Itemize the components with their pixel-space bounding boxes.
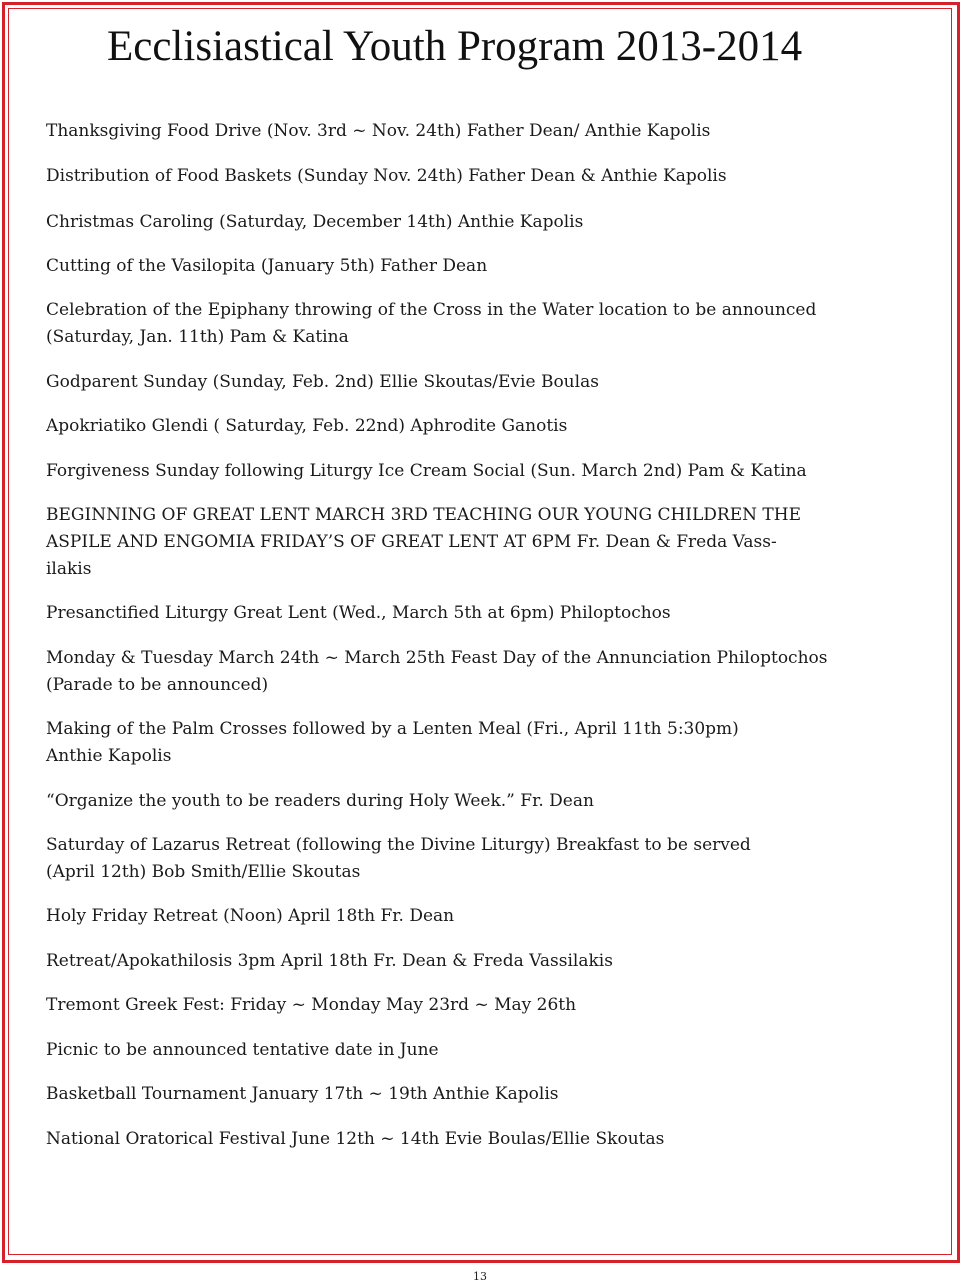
program-line: Saturday of Lazarus Retreat (following the Divine Liturgy) Breakfast to be served <box>46 835 751 855</box>
program-line: (Parade to be announced) <box>46 675 269 695</box>
program-line: Monday & Tuesday March 24th ~ March 25th Feast Day of the Annunciation Philoptochos <box>46 648 828 668</box>
program-line: BEGINNING OF GREAT LENT MARCH 3RD TEACHING OUR YOUNG CHILDREN THE <box>46 505 801 525</box>
program-line: Retreat/Apokathilosis 3pm April 18th Fr. Dean & Freda Vassilakis <box>46 951 613 971</box>
program-line: ilakis <box>46 559 92 579</box>
program-line: Anthie Kapolis <box>46 746 172 766</box>
page-title: Ecclisiastical Youth Program 2013-2014 <box>107 23 803 70</box>
program-line: Making of the Palm Crosses followed by a Lenten Meal (Fri., April 11th 5:30pm) <box>46 719 739 739</box>
program-line: Presanctified Liturgy Great Lent (Wed., March 5th at 6pm) Philoptochos <box>46 603 671 623</box>
program-line: Christmas Caroling (Saturday, December 14th) Anthie Kapolis <box>46 212 584 232</box>
program-line: Apokriatiko Glendi ( Saturday, Feb. 22nd) Aphrodite Ganotis <box>46 416 568 436</box>
program-line: ASPILE AND ENGOMIA FRIDAY’S OF GREAT LENT AT 6PM Fr. Dean & Freda Vass- <box>46 532 777 552</box>
program-line: Picnic to be announced tentative date in June <box>46 1040 439 1060</box>
program-line: Forgiveness Sunday following Liturgy Ice Cream Social (Sun. March 2nd) Pam & Katina <box>46 461 807 481</box>
page-number: 13 <box>473 1270 487 1283</box>
program-line: (April 12th) Bob Smith/Ellie Skoutas <box>46 862 361 882</box>
program-line: Thanksgiving Food Drive (Nov. 3rd ~ Nov. 24th) Father Dean/ Anthie Kapolis <box>46 121 711 141</box>
program-line: Tremont Greek Fest: Friday ~ Monday May 23rd ~ May 26th <box>46 995 577 1015</box>
program-line: “Organize the youth to be readers during Holy Week.” Fr. Dean <box>46 791 594 811</box>
program-line: Holy Friday Retreat (Noon) April 18th Fr. Dean <box>46 906 455 926</box>
program-line: Basketball Tournament January 17th ~ 19th Anthie Kapolis <box>46 1084 559 1104</box>
program-line: National Oratorical Festival June 12th ~ 14th Evie Boulas/Ellie Skoutas <box>46 1129 665 1149</box>
program-line: Celebration of the Epiphany throwing of the Cross in the Water location to be announced <box>46 300 817 320</box>
program-line: Distribution of Food Baskets (Sunday Nov. 24th) Father Dean & Anthie Kapolis <box>46 166 727 186</box>
program-line: Godparent Sunday (Sunday, Feb. 2nd) Ellie Skoutas/Evie Boulas <box>46 372 599 392</box>
program-line: (Saturday, Jan. 11th) Pam & Katina <box>46 327 349 347</box>
page-border-inner <box>8 8 952 1255</box>
program-line: Cutting of the Vasilopita (January 5th) Father Dean <box>46 256 488 276</box>
